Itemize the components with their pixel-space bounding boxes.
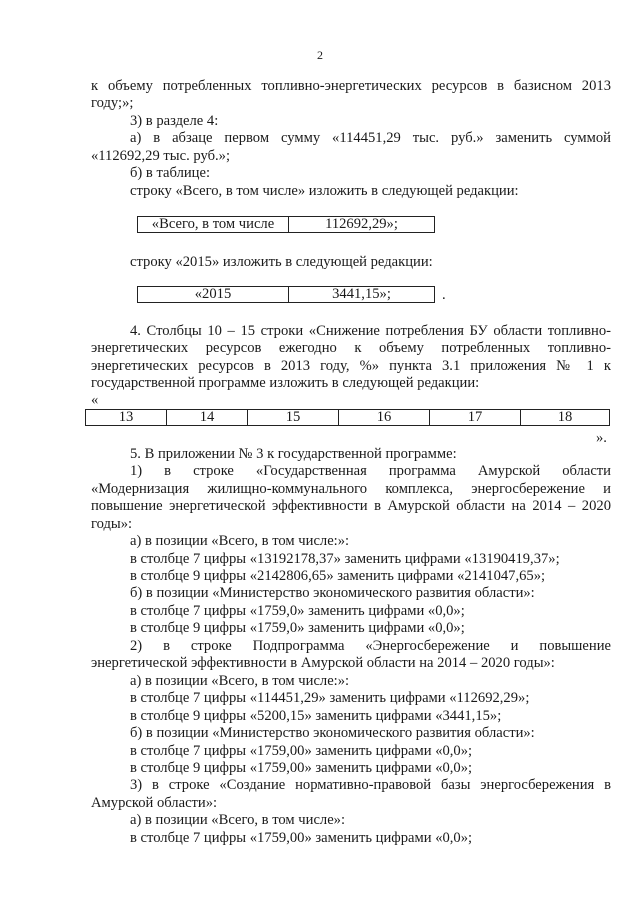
table-total-row: [137, 216, 435, 233]
paragraph-line: энергетических ресурсов в 2013 году, %» пункта 3.1 приложения № 1 к: [91, 358, 611, 374]
paragraph-line: 5. В приложении № 3 к государственной программе:: [130, 446, 457, 462]
open-quote: «: [91, 392, 99, 408]
paragraph-line: 1) в строке «Государственная программа Амурской области: [130, 463, 611, 479]
table-cell: «2015: [138, 287, 289, 303]
paragraph-line: б) в таблице:: [130, 165, 211, 181]
paragraph-line: а) в позиции «Всего, в том числе»:: [130, 812, 346, 828]
paragraph-line: Амурской области»:: [91, 795, 218, 811]
paragraph-line: повышение энергетической эффективности в Амурской области на 2014 – 2020: [91, 498, 611, 514]
paragraph-line: в столбце 7 цифры «1759,00» заменить цифрами «0,0»;: [130, 830, 473, 846]
paragraph-line: в столбце 9 цифры «2142806,65» заменить цифрами «2141047,65»;: [130, 568, 546, 584]
table-cell: 17: [430, 410, 521, 426]
paragraph-line: 3) в разделе 4:: [130, 113, 219, 129]
paragraph-line: энергетических ресурсов ежегодно к объему потребленных топливно-: [91, 340, 611, 356]
paragraph-line: в столбце 7 цифры «1759,0» заменить цифрами «0,0»;: [130, 603, 465, 619]
table-cell: «Всего, в том числе: [138, 217, 289, 233]
table-cell: 15: [248, 410, 339, 426]
paragraph-line: в столбце 7 цифры «1759,00» заменить цифрами «0,0»;: [130, 743, 473, 759]
paragraph-line: строку «2015» изложить в следующей редакции:: [130, 254, 433, 270]
paragraph-line: а) в абзаце первом сумму «114451,29 тыс. руб.» заменить суммой: [130, 130, 611, 146]
table-cell: 18: [521, 410, 610, 426]
paragraph-line: 3) в строке «Создание нормативно-правовой базы энергосбережения в: [130, 777, 611, 793]
paragraph-line: государственной программе изложить в следующей редакции:: [91, 375, 480, 391]
paragraph-line: строку «Всего, в том числе» изложить в следующей редакции:: [130, 183, 519, 199]
paragraph-line: в столбце 7 цифры «13192178,37» заменить цифрами «13190419,37»;: [130, 551, 560, 567]
paragraph-line: к объему потребленных топливно-энергетических ресурсов в базисном 2013: [91, 78, 611, 94]
paragraph-line: году;»;: [91, 95, 134, 111]
table-2015-row: [137, 286, 435, 303]
table-cell: 14: [167, 410, 248, 426]
paragraph-line: «Модернизация жилищно-коммунального комплекса, энергосбережение и: [91, 481, 611, 497]
paragraph-line: в столбце 9 цифры «1759,00» заменить цифрами «0,0»;: [130, 760, 473, 776]
paragraph-line: в столбце 9 цифры «5200,15» заменить цифрами «3441,15»;: [130, 708, 502, 724]
paragraph-line: б) в позиции «Министерство экономического развития области»:: [130, 725, 535, 741]
paragraph-line: в столбце 7 цифры «114451,29» заменить цифрами «112692,29»;: [130, 690, 530, 706]
table-cell: 112692,29»;: [289, 217, 435, 233]
paragraph-line: 2) в строке Подпрограмма «Энергосбережение и повышение: [130, 638, 611, 654]
table-columns-13-18: [85, 409, 610, 426]
table-cell: 13: [86, 410, 167, 426]
paragraph-line: 4. Столбцы 10 – 15 строки «Снижение потребления БУ области топливно-: [130, 323, 611, 339]
paragraph-line: а) в позиции «Всего, в том числе:»:: [130, 533, 350, 549]
paragraph-line: в столбце 9 цифры «1759,0» заменить цифрами «0,0»;: [130, 620, 465, 636]
paragraph-line: б) в позиции «Министерство экономического развития области»:: [130, 585, 535, 601]
table-cell: 16: [339, 410, 430, 426]
paragraph-line: «112692,29 тыс. руб.»;: [91, 148, 231, 164]
paragraph-line: энергетической эффективности в Амурской области на 2014 – 2020 годы»:: [91, 655, 555, 671]
page-number: 2: [317, 48, 323, 62]
table-cell: 3441,15»;: [289, 287, 435, 303]
paragraph-line: а) в позиции «Всего, в том числе:»:: [130, 673, 350, 689]
close-quote: ».: [596, 430, 607, 446]
paragraph-line: годы»:: [91, 516, 133, 532]
trailing-period: .: [442, 287, 446, 303]
